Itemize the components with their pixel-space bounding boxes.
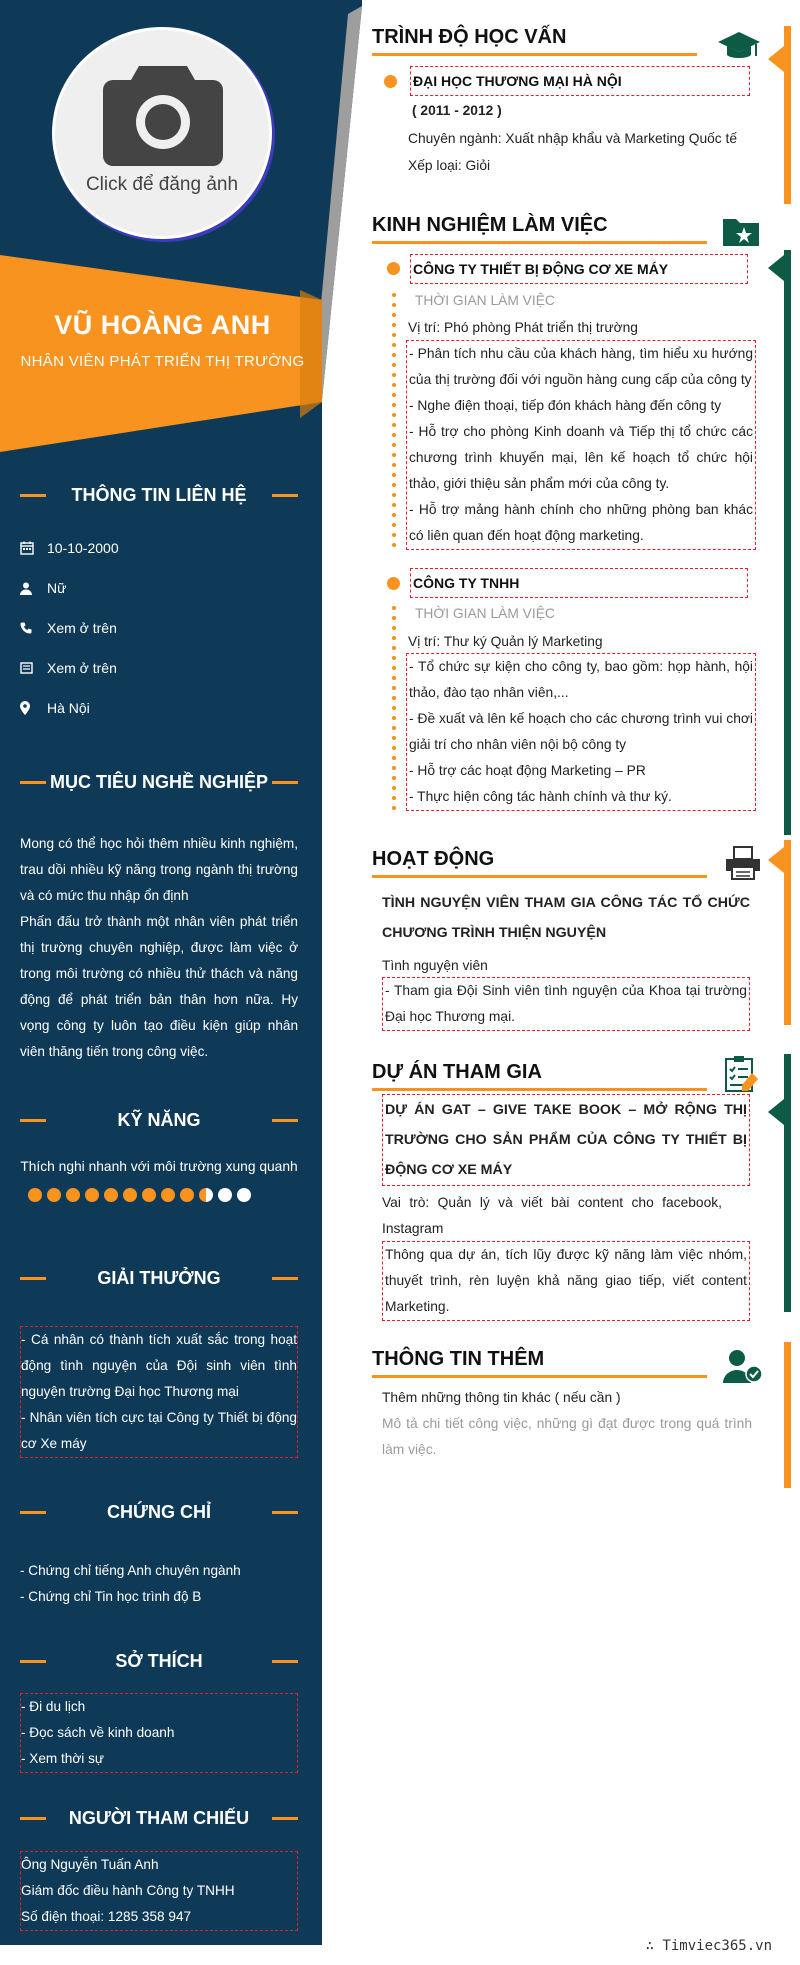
duty-item: - Nghe điện thoại, tiếp đón khách hàng đến công ty <box>409 398 722 413</box>
references-box <box>20 1851 298 1931</box>
duty-item: - Thực hiện công tác hành chính và thư ký. <box>409 789 672 804</box>
experience-heading: KINH NGHIỆM LÀM VIỆC <box>372 214 707 244</box>
skill-rating-dot <box>237 1188 251 1202</box>
job-company: CÔNG TY TNHH <box>410 568 748 598</box>
job-time: THỜI GIAN LÀM VIỆC <box>415 606 555 621</box>
heading-bar <box>272 1817 298 1820</box>
skill-rating-dot <box>142 1188 156 1202</box>
avatar-upload[interactable] <box>52 27 272 239</box>
school-name: ĐẠI HỌC THƯƠNG MẠI HÀ NỘI <box>410 66 750 96</box>
bullet-dot <box>387 577 400 590</box>
skill-rating-dot <box>66 1188 80 1202</box>
experience-side-line <box>784 250 791 835</box>
duty-item: - Hỗ trợ các hoạt động Marketing – PR <box>409 763 646 778</box>
more-info-side-line <box>784 1342 791 1488</box>
skill-rating-dot <box>104 1188 118 1202</box>
candidate-role: NHÂN VIÊN PHÁT TRIỂN THỊ TRƯỜNG <box>20 353 305 370</box>
duty-item: - Phân tích nhu cầu của khách hàng, tìm hiểu xu hướng của thị trường đối với nguồn hàng cung cấp của công ty <box>409 346 753 387</box>
heading-bar <box>20 781 46 784</box>
contact-list <box>20 528 300 728</box>
certificates-heading: CHỨNG CHỈ <box>20 1502 298 1523</box>
activities-heading: HOẠT ĐỘNG <box>372 848 707 878</box>
user-check-icon <box>722 1349 764 1385</box>
education-grade: Xếp loại: Giỏi <box>408 158 491 173</box>
skill-rating-dot <box>47 1188 61 1202</box>
user-icon <box>20 582 32 595</box>
skill-rating-dot <box>218 1188 232 1202</box>
duty-item: - Tổ chức sự kiện cho công ty, bao gồm: họp hành, hội thảo, đào tạo nhân viên,... <box>409 659 753 700</box>
projects-heading: DỰ ÁN THAM GIA <box>372 1061 707 1091</box>
timeline-dots <box>392 290 396 550</box>
heading-bar <box>272 1277 298 1280</box>
certificate-item: - Chứng chỉ tiếng Anh chuyên ngành <box>20 1563 241 1578</box>
education-side-line <box>784 26 791 204</box>
job-time: THỜI GIAN LÀM VIỆC <box>415 293 555 308</box>
contact-heading: THÔNG TIN LIÊN HỆ <box>20 485 298 506</box>
printer-icon <box>724 845 762 881</box>
awards-box <box>20 1326 298 1458</box>
more-info-hint: Mô tả chi tiết công việc, những gì đạt được trong quá trình làm việc. <box>382 1416 752 1457</box>
job-position: Vị trí: Thư ký Quản lý Marketing <box>408 634 603 649</box>
section-chevron <box>768 847 784 873</box>
certificates-list <box>20 1558 298 1610</box>
heading-bar <box>20 1277 46 1280</box>
reference-line: Ông Nguyễn Tuấn Anh <box>21 1857 159 1872</box>
duty-item: - Đề xuất và lên kế hoạch cho các chương trình vui chơi giải trí cho nhân viên nội bộ công ty <box>409 711 753 752</box>
camera-icon <box>99 58 227 170</box>
contact-phone: Xem ở trên <box>20 608 300 648</box>
heading-bar <box>272 1660 298 1663</box>
activity-name: TÌNH NGUYỆN VIÊN THAM GIA CÔNG TÁC TỔ CHỨC CHƯƠNG TRÌNH THIỆN NGUYỆN <box>382 895 750 941</box>
heading-bar <box>20 494 46 497</box>
contact-birthday: 10-10-2000 <box>20 528 300 568</box>
more-info-line: Thêm những thông tin khác ( nếu cần ) <box>382 1390 621 1405</box>
bullet-dot <box>384 75 397 88</box>
job-company: CÔNG TY THIẾT BỊ ĐỘNG CƠ XE MÁY <box>410 254 748 284</box>
duty-item: - Hỗ trợ cho phòng Kinh doanh và Tiếp thị tổ chức các chương trình khuyến mại, lên kế hoạch tổ chức hội thảo, giới thiệu sản phẩm mới của công ty. <box>409 424 753 491</box>
skill-rating-dot <box>123 1188 137 1202</box>
activities-side-line <box>784 840 791 1025</box>
skill-rating <box>28 1188 251 1202</box>
projects-side-line <box>784 1054 791 1312</box>
heading-bar <box>272 781 298 784</box>
contact-gender: Nữ <box>20 568 300 608</box>
watermark: ∴ Timviec365.vn <box>645 1938 772 1954</box>
skill-rating-dot <box>28 1188 42 1202</box>
job-position: Vị trí: Phó phòng Phát triển thị trường <box>408 320 638 335</box>
awards-heading: GIẢI THƯỞNG <box>20 1268 298 1289</box>
section-chevron <box>768 46 784 72</box>
checklist-icon <box>722 1055 762 1095</box>
hobby-item: - Xem thời sự <box>21 1751 104 1766</box>
heading-bar <box>272 494 298 497</box>
skill-rating-dot <box>199 1188 213 1202</box>
project-name: DỰ ÁN GAT – GIVE TAKE BOOK – MỞ RỘNG THỊ TRƯỜNG CHO SẢN PHẨM CỦA CÔNG TY THIẾT BỊ ĐỘNG CƠ XE MÁY <box>382 1094 750 1186</box>
hobbies-heading: SỞ THÍCH <box>20 1651 298 1672</box>
education-major: Chuyên ngành: Xuất nhập khẩu và Marketing Quốc tế <box>408 131 738 146</box>
job-duties <box>406 653 756 811</box>
folder-star-icon <box>722 215 760 247</box>
project-role: Vai trò: Quản lý và viết bài content cho facebook, Instagram <box>382 1195 722 1236</box>
contact-address: Hà Nội <box>20 688 300 728</box>
skill-rating-dot <box>161 1188 175 1202</box>
name-banner <box>0 310 325 370</box>
reference-line: Giám đốc điều hành Công ty TNHH <box>21 1883 235 1898</box>
timeline-dots <box>392 603 396 813</box>
skill-name: Thích nghi nhanh với môi trường xung quanh <box>20 1159 298 1174</box>
references-heading: NGƯỜI THAM CHIẾU <box>20 1808 298 1829</box>
certificate-item: - Chứng chỉ Tin học trình độ B <box>20 1589 202 1604</box>
hobby-item: - Đọc sách về kinh doanh <box>21 1725 175 1740</box>
heading-bar <box>20 1511 46 1514</box>
heading-bar <box>20 1119 46 1122</box>
candidate-name: VŨ HOÀNG ANH <box>54 310 271 340</box>
section-chevron <box>768 255 784 281</box>
education-heading: TRÌNH ĐỘ HỌC VẤN <box>372 26 697 56</box>
email-icon <box>20 662 33 674</box>
graduation-cap-icon <box>717 30 761 62</box>
heading-bar <box>272 1511 298 1514</box>
hobbies-box <box>20 1693 298 1773</box>
hobby-item: - Đi du lịch <box>21 1699 86 1714</box>
award-item: - Nhân viên tích cực tại Công ty Thiết bị động cơ Xe máy <box>21 1410 297 1451</box>
calendar-icon <box>20 541 34 555</box>
activity-role: Tình nguyện viên <box>382 958 488 973</box>
location-icon <box>20 701 30 715</box>
duty-item: - Hỗ trợ mảng hành chính cho những phòng ban khác có liên quan đến hoạt động marketing. <box>409 502 753 543</box>
heading-bar <box>20 1660 46 1663</box>
skill-rating-dot <box>85 1188 99 1202</box>
bullet-dot <box>387 262 400 275</box>
objective-heading: MỤC TIÊU NGHỀ NGHIỆP <box>20 772 298 793</box>
phone-icon <box>20 622 32 635</box>
skills-heading: KỸ NĂNG <box>20 1110 298 1131</box>
heading-bar <box>20 1817 46 1820</box>
avatar-caption: Click để đăng ảnh <box>85 174 239 195</box>
activity-desc: - Tham gia Đội Sinh viên tình nguyện của Khoa tại trường Đại học Thương mại. <box>382 977 750 1031</box>
heading-bar <box>272 1119 298 1122</box>
project-desc: Thông qua dự án, tích lũy được kỹ năng làm việc nhóm, thuyết trình, rèn luyện khả năng giao tiếp, viết content Marketing. <box>382 1241 750 1321</box>
contact-email: Xem ở trên <box>20 648 300 688</box>
objective-text: Mong có thể học hỏi thêm nhiều kinh nghiệm, trau dồi nhiều kỹ năng trong ngành thị trường và có mức thu nhập ổn định Phấn đấu trở thành một nhân viên phát triển thị trường chuyên nghiệp, được làm việc ở trong môi trường có nhiều thử thách và năng động để phát triển bản thân hơn nữa. Hy vọng công ty luôn tạo điều kiện giúp nhân viên thăng tiến trong công việc. <box>20 836 298 1059</box>
more-info-heading: THÔNG TIN THÊM <box>372 1348 707 1378</box>
reference-line: Số điện thoại: 1285 358 947 <box>21 1909 192 1924</box>
skill-rating-dot <box>180 1188 194 1202</box>
section-chevron <box>768 1099 784 1125</box>
job-duties <box>406 340 756 550</box>
education-years: ( 2011 - 2012 ) <box>412 103 502 118</box>
award-item: - Cá nhân có thành tích xuất sắc trong hoạt động tình nguyện của Đội sinh viên tình nguyện trường Đại học Thương mại <box>21 1332 297 1399</box>
